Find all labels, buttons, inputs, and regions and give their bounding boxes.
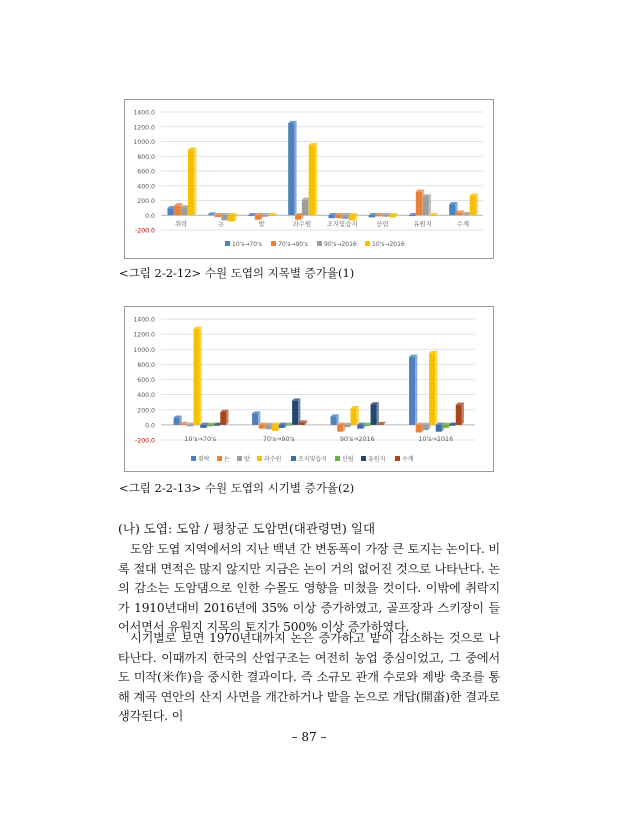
chart2-y-tick-label: 800.0 [137, 361, 155, 369]
section-title: (나) 도엽: 도암 / 평창군 도암면(대관령면) 일대 [118, 521, 376, 536]
chart1-bar [463, 214, 469, 215]
chart1-legend-swatch [271, 241, 276, 246]
chart2-legend-label: 수계 [402, 456, 414, 463]
chart1-bar-side [294, 121, 296, 215]
chart1-category-label: 조지및습지 [326, 220, 358, 228]
chart1-y-tick-label: 1400.0 [133, 109, 155, 117]
chart2-y-tick-label: 0.0 [145, 422, 155, 430]
chart2-bar [442, 425, 448, 428]
chart2-bar [371, 404, 377, 424]
chart2-y-tick-label: -200.0 [135, 437, 155, 445]
chart1-category-label: 밭 [258, 220, 265, 228]
chart2-legend-swatch [395, 456, 400, 461]
chart1-bar [416, 192, 422, 216]
chart2-bar [292, 401, 298, 425]
chart2-category-label: 10's→2016 [418, 435, 454, 443]
chart1-bar [181, 208, 187, 216]
chart1-y-tick-label: -200.0 [135, 227, 155, 235]
chart1-category-label: 취락 [174, 220, 188, 228]
chart1-category-label: 유원지 [413, 220, 432, 228]
chart2-bar [422, 425, 428, 430]
chart1-bar [248, 215, 254, 216]
chart2-y-tick-label: 600.0 [137, 377, 155, 384]
chart1-legend-label: 70's→90's [278, 241, 308, 248]
chart1-bar [389, 215, 395, 217]
chart1-bar [342, 215, 348, 219]
chart2-y-tick-label: 1000.0 [133, 346, 155, 354]
chart1-legend-label: 90's→2016 [324, 241, 357, 248]
chart2-bar [214, 425, 220, 426]
chart2-category-label: 10's→70's [184, 435, 217, 443]
chart1-bar [449, 204, 455, 215]
chart2-bar [337, 425, 343, 432]
chart2-bar-side [462, 403, 464, 425]
chart1-y-tick-label: 1200.0 [133, 124, 155, 132]
chart1-bar [456, 213, 462, 216]
chart2-bar [364, 425, 370, 426]
chart2-bar-side [415, 355, 417, 425]
chart1-y-tick-label: 400.0 [137, 183, 155, 191]
chart1-bar-side [194, 147, 196, 215]
chart-1 [124, 99, 494, 259]
chart2-bar [259, 425, 265, 429]
chart2-bar [357, 425, 363, 429]
chart2-bar [220, 412, 226, 425]
chart1-legend-label: 10's→70's [232, 241, 262, 248]
chart1-category-label: 논 [218, 220, 225, 228]
chart2-bar [265, 425, 271, 430]
chart2-bar [279, 425, 285, 428]
chart2-bar [351, 408, 357, 425]
chart-1-plot [125, 100, 493, 258]
chart1-bar [215, 215, 221, 217]
chart2-y-tick-label: 1400.0 [133, 316, 155, 324]
chart1-bar [376, 215, 382, 216]
chart2-bar-side [377, 402, 379, 425]
chart2-legend-swatch [217, 456, 222, 461]
chart2-bar [429, 353, 435, 425]
chart2-category-label: 90's→2016 [339, 435, 375, 443]
chart2-bar [436, 425, 442, 432]
chart1-bar [288, 123, 294, 215]
chart2-y-tick-label: 200.0 [137, 407, 155, 415]
chart1-y-tick-label: 200.0 [137, 198, 155, 205]
chart2-bar [285, 425, 291, 426]
chart2-bar [416, 425, 422, 433]
chart1-y-tick-label: 600.0 [137, 168, 155, 176]
chart2-bar [344, 425, 350, 427]
chart2-bar [187, 425, 193, 427]
chart1-bar [382, 215, 388, 216]
chart2-legend-swatch [237, 456, 242, 461]
chart1-bar [328, 215, 334, 218]
chart1-category-label: 과수원 [292, 220, 312, 228]
chart2-legend-label: 산림 [342, 456, 354, 463]
chart2-legend-label: 조지및습지 [298, 456, 327, 463]
paragraph-1: 도암 도엽 지역에서의 지난 백년 간 변동폭이 가장 큰 토지는 논이다. 비록 절대 면적은 많지 않지만 지금은 논이 거의 없어진 것으로 나타난다. 논의 감소는 도암댐으로 인한 수몰도 영향을 미쳤을 것이다. 이밖에 취락지가 1910년대비 2016년에 35% 이상 증가하였고, 골프장과 스키장이 들어서면서 유원지 지목의 토지가 500% 이상 증가하였다. [118, 542, 500, 635]
chart2-legend-label: 밭 [244, 456, 250, 463]
chart2-bar [377, 424, 383, 425]
chart2-legend-label: 논 [224, 456, 230, 463]
chart1-bar [208, 215, 214, 216]
chart2-bar-side [200, 327, 202, 425]
chart1-y-tick-label: 800.0 [137, 153, 155, 161]
chart1-bar [228, 215, 234, 221]
chart2-bar-side [258, 411, 260, 425]
chart2-bar [409, 357, 415, 425]
chart1-bar [309, 145, 315, 215]
chart1-category-label: 수계 [456, 220, 470, 228]
chart2-bar [200, 425, 206, 428]
chart2-bar [180, 424, 186, 425]
figure-2-caption: <그림 2-2-13> 수원 도엽의 시기별 증가율(2) [119, 481, 355, 495]
chart1-bar [423, 196, 429, 215]
chart1-bar-side [476, 194, 478, 216]
chart-2 [124, 306, 494, 472]
chart2-y-tick-label: 1200.0 [133, 331, 155, 339]
chart2-bar [449, 425, 455, 426]
chart2-legend-swatch [191, 456, 196, 461]
chart2-bar-side [226, 410, 228, 425]
chart1-y-tick-label: 1000.0 [133, 139, 155, 146]
chart2-bar [299, 423, 305, 425]
chart2-bar [194, 329, 200, 425]
chart1-category-label: 산림 [376, 220, 389, 228]
chart1-bar [255, 215, 261, 219]
page-number: – 87 – [291, 730, 327, 744]
chart2-bar [456, 405, 462, 425]
chart1-bar-side [429, 194, 431, 215]
chart2-legend-label: 유원지 [368, 456, 386, 463]
chart1-y-tick-label: 0.0 [145, 212, 155, 220]
chart1-bar [295, 215, 301, 219]
chart2-legend-swatch [291, 456, 296, 461]
chart1-bar [167, 208, 173, 215]
chart2-legend-swatch [257, 456, 262, 461]
chart2-legend-swatch [335, 456, 340, 461]
chart2-bar [331, 417, 337, 425]
chart2-bar [272, 425, 278, 431]
chart1-bar [335, 215, 341, 218]
chart1-legend-label: 10's→2016 [372, 241, 405, 248]
chart2-bar-side [357, 406, 359, 425]
chart1-bar [174, 205, 180, 215]
chart2-legend-swatch [361, 456, 366, 461]
chart1-bar [302, 200, 308, 215]
chart2-category-label: 70's→90's [262, 435, 295, 443]
chart2-bar [174, 418, 180, 425]
figure-1-caption: <그림 2-2-12> 수원 도엽의 지목별 증가율(1) [119, 266, 355, 280]
chart1-bar [369, 215, 375, 217]
chart1-bar [409, 215, 415, 216]
chart1-bar [429, 215, 435, 216]
chart1-legend-swatch [317, 241, 322, 246]
chart1-legend-swatch [365, 241, 370, 246]
chart-2-plot [125, 307, 493, 471]
chart2-bar-side [435, 351, 437, 425]
chart2-y-tick-label: 400.0 [137, 392, 155, 400]
chart1-legend-swatch [225, 241, 230, 246]
chart1-bar [262, 215, 268, 216]
paragraph-2: 시기별로 보면 1970년대까지 논은 증가하고 밭이 감소하는 것으로 나타난다. 이때까지 한국의 산업구조는 여전히 농업 중심이었고, 그 중에서도 미작(米作)을 중시한 결과이다. 즉 소규모 관개 수로와 제방 축조를 통해 계곡 연안의 산지 사면을 개간하거나 밭을 논으로 개답(開畓)한 결과로 생각된다. 이 [118, 631, 500, 724]
chart1-bar [188, 150, 194, 216]
chart2-legend-label: 취락 [198, 456, 210, 463]
chart2-bar-side [298, 398, 300, 424]
chart2-bar [207, 425, 213, 427]
chart1-bar [470, 196, 476, 216]
chart1-bar-side [315, 143, 317, 215]
chart2-bar [252, 414, 258, 425]
chart2-legend-label: 과수원 [264, 456, 282, 463]
chart1-bar [268, 215, 274, 216]
